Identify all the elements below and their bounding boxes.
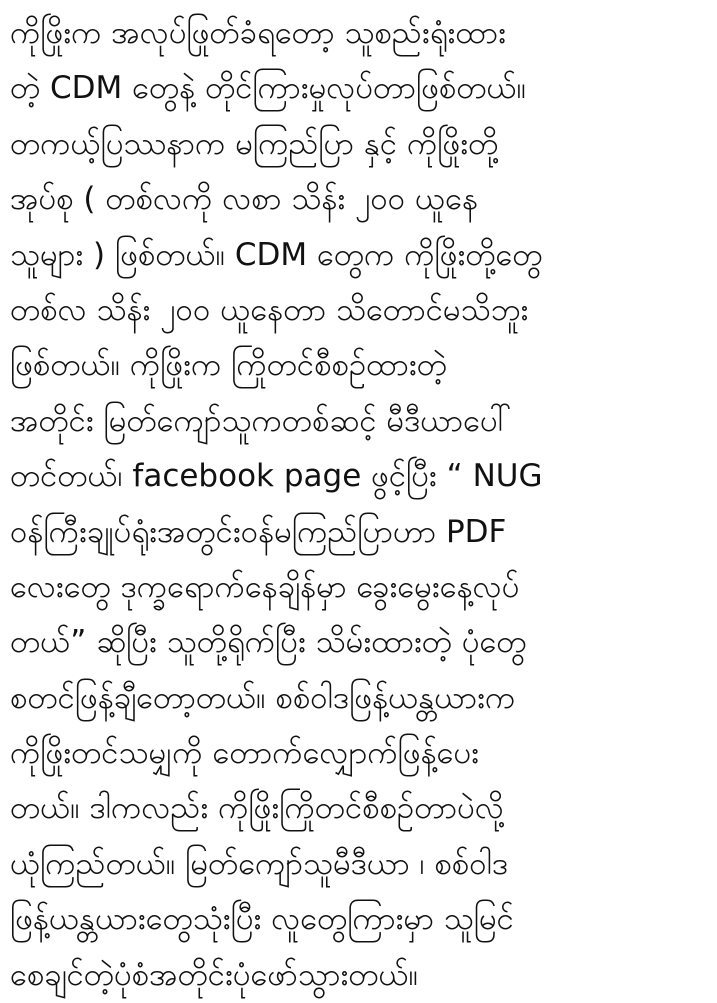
text-line: စတင်ဖြန့်ချီတော့တယ်။ စစ်ဝါဒဖြန့်ယန္တယားက	[10, 679, 516, 716]
text-line: ကိုဖြိုးတင်သမျှကို တောက်လျှောက်ဖြန့်ပေး	[10, 735, 480, 772]
text-line: ဖြစ်တယ်။ ကိုဖြိုးက ကြိုတင်စီစဉ်ထားတဲ့	[10, 347, 447, 384]
text-line: အုပ်စု ( တစ်လကို လစာ သိန်း ၂၀၀ ယူနေ	[10, 181, 479, 218]
paragraph	[10, 6, 707, 1003]
text-line: စေချင်တဲ့ပုံစံအတိုင်းပုံဖော်သွားတယ်။	[10, 956, 419, 993]
text-line: တင်တယ်၊ facebook page ဖွင့်ပြီး “ NUG	[10, 458, 543, 495]
text-line: အတိုင်း မြတ်ကျော်သူကတစ်ဆင့် မီဒီယာပေါ်	[10, 402, 512, 439]
text-line: တဲ့ CDM တွေနဲ့ တိုင်ကြားမှုလုပ်တာဖြစ်တယ်။	[10, 70, 526, 107]
text-line: ဝန်ကြီးချုပ်ရုံးအတွင်းဝန်မကြည်ပြာဟာ PDF	[10, 513, 507, 550]
text-line: တယ်” ဆိုပြီး သူတို့ရိုက်ပြီး သိမ်းထားတဲ့ ပုံတွေ	[10, 624, 527, 661]
text-line: သူများ ) ဖြစ်တယ်။ CDM တွေက ကိုဖြိုးတို့တွေ	[10, 236, 543, 273]
text-line: ယုံကြည်တယ်။ မြတ်ကျော်သူမီဒီယာ ၊ စစ်ဝါဒ	[10, 845, 509, 882]
text-line: လေးတွေ ဒုက္ခရောက်နေချိန်မှာ ခွေးမွေးနေ့လုပ်	[10, 568, 520, 605]
text-line: တစ်လ သိန်း ၂၀၀ ယူနေတာ သိတောင်မသိဘူး	[10, 291, 529, 328]
text-line: ကိုဖြိုးက အလုပ်ဖြုတ်ခံရတော့ သူစည်းရုံးထား	[10, 15, 506, 51]
text-line: ဖြန့်ယန္တယားတွေသုံးပြီး လူတွေကြားမှာ သူမြင်	[10, 901, 514, 938]
text-line: တယ်။ ဒါကလည်း ကိုဖြိုးကြိုတင်စီစဉ်တာပဲလို့	[10, 790, 504, 827]
text-line: တကယ့်ပြဿနာက မကြည်ပြာ နှင့် ကိုဖြိုးတို့	[10, 125, 499, 162]
